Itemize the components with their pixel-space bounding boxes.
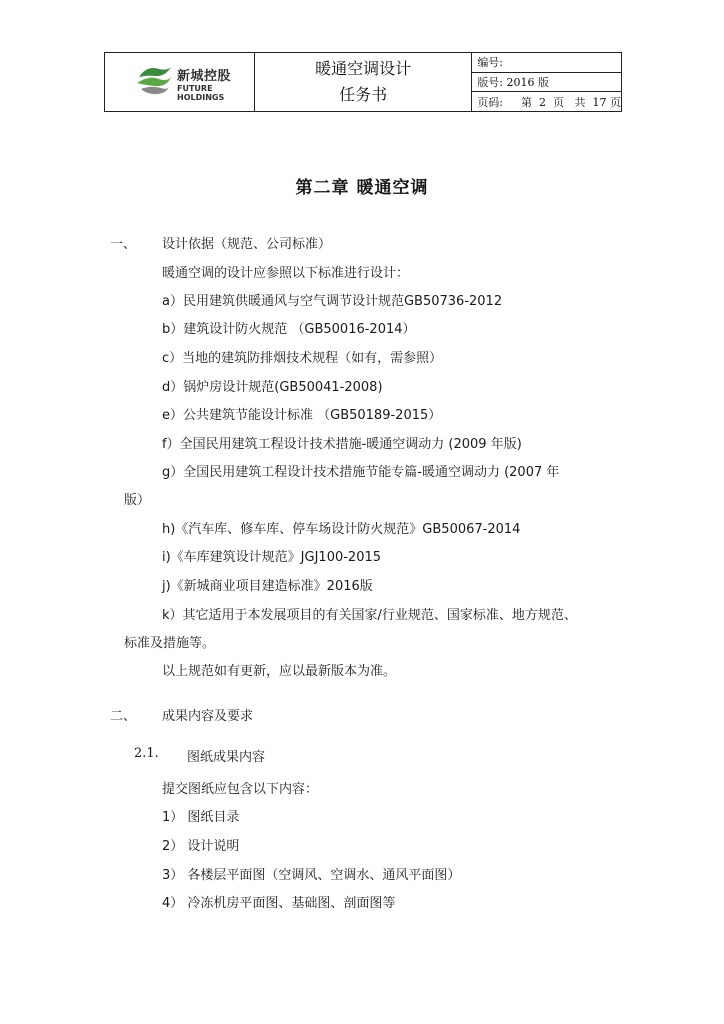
subsection-number: 2.1.	[134, 746, 159, 761]
section-2-intro: 提交图纸应包含以下内容：	[162, 782, 319, 797]
section-1-title: 设计依据（规范、公司标准）	[162, 237, 332, 252]
header-title	[255, 53, 472, 111]
standard-item-j: j)《新城商业项目建造标准》2016版	[162, 579, 373, 594]
standard-item-g-cont: 版）	[124, 493, 151, 508]
chapter-title: 第二章 暖通空调	[295, 178, 429, 198]
section-2-number: 二、	[110, 709, 137, 724]
deliverable-item-4: 4） 冷冻机房平面图、基础图、剖面图等	[162, 896, 396, 911]
version-text: 版号: 2016 版	[477, 76, 550, 89]
standard-item-c: c）当地的建筑防排烟技术规程（如有，需参照）	[162, 351, 443, 366]
deliverable-item-2: 2） 设计说明	[162, 839, 240, 854]
section-1-note: 以上规范如有更新，应以最新版本为准。	[162, 664, 397, 679]
company-logo	[105, 53, 255, 111]
page-label: 页码:	[477, 95, 504, 109]
standard-item-e: e）公共建筑节能设计标准 （GB50189-2015）	[162, 408, 442, 423]
section-1-number: 一、	[110, 237, 137, 252]
standard-item-a: a）民用建筑供暖通风与空气调节设计规范GB50736-2012	[162, 294, 503, 309]
standard-item-d: d）锅炉房设计规范(GB50041-2008)	[162, 380, 383, 395]
section-1-intro: 暖通空调的设计应参照以下标准进行设计：	[162, 266, 410, 281]
standard-item-b: b）建筑设计防火规范 （GB50016-2014）	[162, 322, 416, 337]
standard-item-k-cont: 标准及措施等。	[124, 636, 216, 651]
serial-number-row	[472, 53, 621, 73]
document-header	[104, 52, 622, 112]
subsection-title: 图纸成果内容	[187, 750, 266, 765]
header-title-line-2: 任务书	[339, 85, 388, 104]
standard-item-f: f）全国民用建筑工程设计技术措施-暖通空调动力 (2009 年版)	[162, 437, 522, 452]
logo-text-en-1: FUTURE	[177, 84, 213, 93]
logo-text-en-2: HOLDINGS	[177, 93, 225, 102]
section-2-title: 成果内容及要求	[162, 709, 254, 724]
standard-item-h: h)《汽车库、修车库、停车场设计防火规范》GB50067-2014	[162, 522, 521, 537]
standard-item-i: i)《车库建筑设计规范》JGJ100-2015	[162, 550, 382, 565]
deliverable-item-3: 3） 各楼层平面图（空调风、空调水、通风平面图）	[162, 868, 461, 883]
page-row	[472, 92, 621, 111]
logo-mark-icon	[135, 63, 173, 97]
standard-item-g: g）全国民用建筑工程设计技术措施节能专篇-暖通空调动力 (2007 年	[162, 465, 560, 480]
standard-item-k: k）其它适用于本发展项目的有关国家/行业规范、国家标准、地方规范、	[162, 608, 577, 623]
version-row	[472, 73, 621, 93]
header-meta	[472, 53, 621, 111]
page-info: 第 2 页 共 17 页	[521, 95, 621, 109]
header-title-line-1: 暖通空调设计	[315, 59, 412, 78]
logo-text-cn: 新城控股	[177, 69, 232, 84]
deliverable-item-1: 1） 图纸目录	[162, 810, 240, 825]
serial-label: 编号:	[477, 56, 504, 70]
